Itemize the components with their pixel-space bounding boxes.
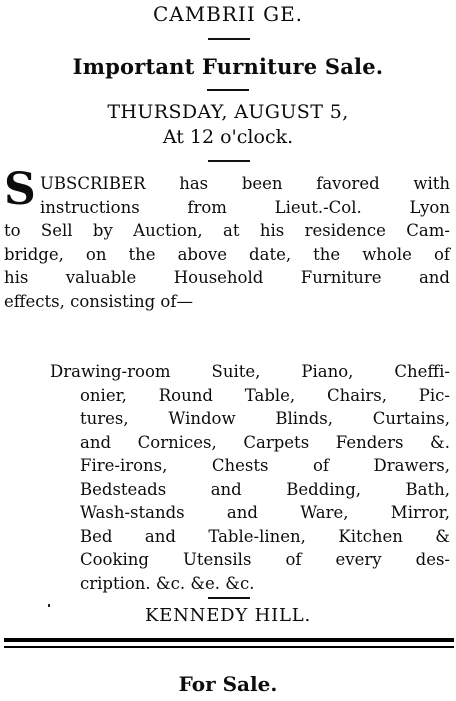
list-line: tures, Window Blinds, Curtains,	[80, 409, 450, 428]
paragraph-line: instructions from Lieut.-Col. Lyon	[40, 197, 450, 217]
sale-time: At 12 o'clock.	[162, 126, 294, 148]
items-list	[50, 360, 450, 384]
items-list-continued	[80, 384, 450, 596]
place-heading: CAMBRII GE.	[152, 2, 304, 26]
short-rule	[208, 597, 250, 599]
list-line: Wash-stands and Ware, Mirror,	[80, 503, 450, 522]
list-line: Fire-irons, Chests of Drawers,	[80, 456, 450, 475]
list-line: onier, Round Table, Chairs, Pic-	[80, 385, 450, 405]
list-line: and Cornices, Carpets Fenders &.	[80, 432, 450, 452]
list-line: cription. &c. &e. &c.	[80, 573, 255, 593]
paragraph-line: to Sell by Auction, at his residence Cam-	[4, 221, 450, 240]
announcement-paragraph	[4, 172, 450, 313]
short-rule	[208, 38, 250, 40]
list-line: Bed and Table-linen, Kitchen &	[80, 526, 450, 546]
paragraph-line: bridge, on the above date, the whole of	[4, 244, 450, 264]
short-rule	[208, 160, 250, 162]
list-line: Cooking Utensils of every des-	[80, 550, 450, 569]
list-line: Bedsteads and Bedding, Bath,	[80, 479, 450, 499]
headline: Important Furniture Sale.	[72, 54, 384, 79]
paragraph-line: his valuable Household Furniture and	[4, 268, 450, 287]
short-rule	[207, 89, 249, 91]
auctioneer-signature: KENNEDY HILL.	[144, 605, 312, 626]
paragraph-line: UBSCRIBER has been favored with	[40, 174, 450, 193]
paragraph-line: effects, consisting of—	[4, 291, 193, 311]
sale-date: THURSDAY, AUGUST 5,	[107, 101, 349, 123]
divider-thick-rule	[4, 638, 454, 642]
list-line: Drawing-room Suite, Piano, Cheffi-	[50, 362, 450, 381]
divider-thin-rule	[4, 646, 454, 648]
drop-cap: S	[4, 164, 36, 215]
next-ad-heading: For Sale.	[178, 672, 278, 696]
